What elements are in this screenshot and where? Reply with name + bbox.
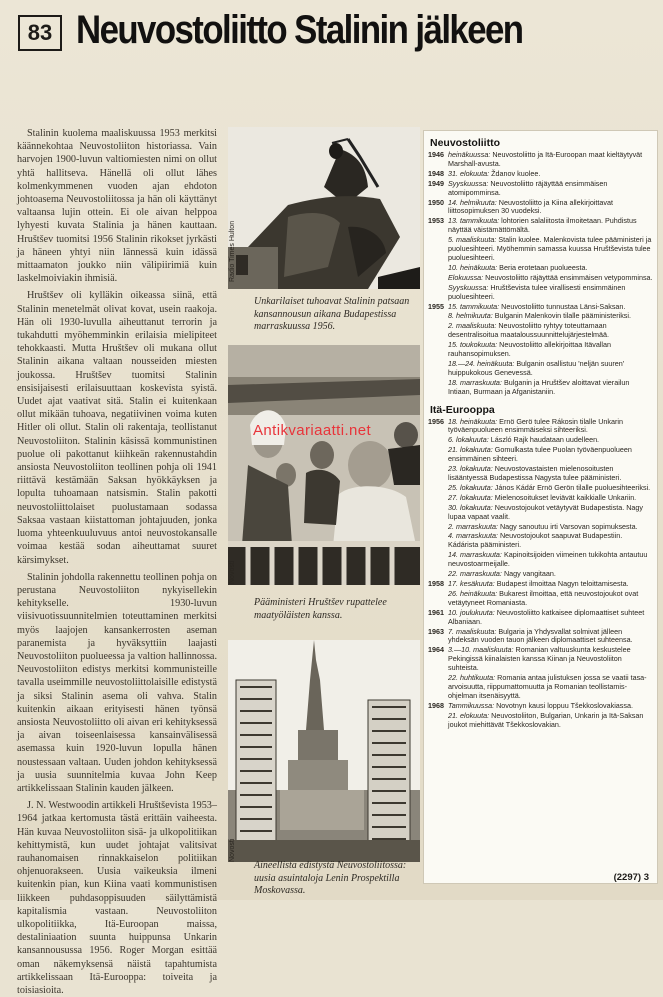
chronology-entry [428, 504, 653, 522]
chronology-date: 22. marraskuuta: [448, 569, 504, 579]
chronology-entry [428, 151, 653, 169]
chronology-text: 2. marraskuuta: Nagy sanoutuu irti Varsovan sopimuksesta. [448, 521, 638, 531]
khrushchev-photo [228, 345, 420, 585]
chronology-text: heinäkuussa: Neuvostoliitto ja Itä-Euroopan maat kieltäytyvät Marshall-avusta. [448, 150, 643, 168]
article-paragraph: Hruštšev oli kylläkin oikeassa siinä, että Stalinin menetelmät olivat kovat, usein raakoja. Hän oli 1930-luvulla aiheuttanut terrorin ja tukahdutti myöhemminkin erilaisia mielipiteet tehokkaasti. Mutta Hruštšev oli mukana ollut Stalinin aikana valtaan nousseiden miesten joukossa. Hruštšev tuomitsi Stalinin ensisijaisesti erilaisuuttaan koskevista syistä. Uudet ajat vaativat sitä. Stalin ei kuitenkaan ollut mikään tuhoava, negatiivinen voima kuten Hitler oli ollut. Stalin oli rakentaja, teollistanut Neuvostoliiton. Stalinin käsissä kommunistinen puolue oli pakottanut kiihkeän rakennustahdin ansiosta Neuvostoliiton teollinen pohja oli 1941 riittävä kestämään Saksan hyökkäyksen ja lopulta tuhoamaan natsismin. Stalin pakotti neuvostoliittolaiset puolustamaan sodassa Saksaa vastaan kiistattoman johtajuuden, jonka luoma yhteenkuuluvuus antoi neuvostokansalle voimaa kestää sodan aiheuttamat suuret kärsimykset. [17, 290, 217, 566]
chronology-year [428, 284, 448, 302]
chronology-text: 18. marraskuuta: Bulganin ja Hruštšev aloittavat vierailun Intiaan, Burmaan ja Afganistaniin. [448, 377, 630, 396]
photo-credit: Novosti [229, 838, 236, 862]
chronology-date: 30. lokakuuta: [448, 502, 495, 512]
chronology-entry [428, 532, 653, 550]
chronology-date: 10. joulukuuta: [448, 607, 497, 617]
chronology-text: 10. heinäkuuta: Beria erotetaan puolueesta. [448, 262, 588, 272]
chronology-date: 2. marraskuuta: [448, 521, 500, 531]
chronology-date: 27. lokakuuta: [448, 492, 495, 502]
chronology-entry [428, 570, 653, 579]
watermark-text: Antikvariaatti.net [253, 422, 372, 439]
chronology-year: 1968 [428, 700, 444, 710]
chronology-text: 18.—24. heinäkuuta: Bulganin osallistuu 'neljän suuren' huippukokous Genevessä. [448, 358, 625, 377]
chronology-entry [428, 590, 653, 608]
chronology-year [428, 274, 448, 283]
chronology-year [428, 446, 448, 464]
chronology-text: Syyskuussa: Neuvostoliitto räjäyttää ensimmäisen atomipomminsa. [448, 178, 608, 197]
chronology-entry [428, 341, 653, 359]
chronology-date: 15. tammikuuta: [448, 301, 502, 311]
chronology-date: 18. heinäkuuta: [448, 416, 500, 426]
chronology-date: 22. huhtikuuta: [448, 673, 498, 683]
chronology-entry [428, 436, 653, 445]
chronology-year [428, 312, 448, 321]
chronology-date: 14. helmikuuta: [448, 197, 499, 207]
chronology-text: Tammikuussa: Novotnyn kausi loppuu Tšekkoslovakiassa. [448, 700, 633, 710]
chronology-date: 31. elokuuta: [448, 168, 492, 178]
chronology-year [428, 264, 448, 273]
photo-caption: Pääministeri Hruštšev rupattelee maatyöläisten kanssa. [254, 597, 387, 621]
chronology-date: 18. marraskuuta: [448, 377, 504, 387]
chronology-entry [428, 465, 653, 483]
chronology-text: 10. joulukuuta: Neuvostoliitto katkaisee diplomaattiset suhteet Albaniaan. [448, 607, 645, 626]
chronology-text: 6. lokakuuta: László Rajk haudataan uudelleen. [448, 435, 600, 445]
chronology-date: Syyskuussa: [448, 178, 491, 188]
chronology-text: 21. lokakuuta: Gomulkasta tulee Puolan työväenpuolueen ensimmäinen sihteeri. [448, 445, 632, 464]
chronology-date: 4. marraskuuta: [448, 531, 500, 541]
photo-caption: Unkarilaiset tuhoavat Stalinin patsaan kansannousun aikana Budapestissa marraskuussa 1956. [254, 296, 410, 332]
chronology-date: 3.—10. maaliskuuta: [448, 645, 516, 655]
chronology-date: Elokuussa: [448, 272, 486, 282]
chronology-year: 1955 [428, 301, 444, 311]
chronology-entry [428, 418, 653, 436]
chronology-date: 21. lokakuuta: [448, 445, 495, 455]
chronology-year: 1953 [428, 216, 444, 226]
chronology-date: 23. lokakuuta: [448, 464, 495, 474]
chronology-entry [428, 551, 653, 569]
chronology-entry [428, 180, 653, 198]
chronology-year: 1961 [428, 607, 444, 617]
chronology-year: 1950 [428, 197, 444, 207]
page-folio: (2297) 3 [613, 872, 649, 883]
chronology-date: 6. lokakuuta: [448, 435, 491, 445]
photo-credit: Novosti [229, 560, 236, 584]
chronology-date: Syyskuussa: [448, 282, 491, 292]
chronology-text: 27. lokakuuta: Mielenosoitukset leviävät kaikkialle Unkariin. [448, 492, 637, 502]
chronology-entry [428, 264, 653, 273]
chronology-year [428, 494, 448, 503]
chronology-entry [428, 170, 653, 179]
chronology-year [428, 465, 448, 483]
chronology-date: 13. tammikuuta: [448, 216, 502, 226]
chronology-text: 15. toukokuuta: Neuvostoliitto allekirjoittaa Itävallan rauhansopimuksen. [448, 340, 612, 359]
chronology-entry [428, 312, 653, 321]
chronology-section-title: Neuvostoliitto [430, 137, 500, 149]
chronology-text: 13. tammikuuta: lohtorien salaliitosta ilmoitetaan. Puhdistus näyttää väistämättömältä. [448, 216, 637, 235]
chronology-text: 26. heinäkuuta: Bukarest ilmoittaa, että neuvostojoukot ovat vetäytyneet Romaniasta. [448, 588, 639, 607]
chronology-date: 18.—24. heinäkuuta: [448, 358, 517, 368]
chronology-year [428, 341, 448, 359]
chronology-text: 30. lokakuuta: Neuvostojoukot vetäytyvät Budapestista. Nagy lupaa vapaat vaalit. [448, 502, 643, 521]
chronology-entry [428, 609, 653, 627]
chronology-entry [428, 523, 653, 532]
chronology-text: 31. elokuuta: Ždanov kuolee. [448, 168, 541, 178]
statue-photo [228, 127, 420, 289]
chronology-year [428, 322, 448, 340]
photo-caption: Aineellista edistystä Neuvostoliitossa: uusia asuintaloja Lenin Prospektilla Moskovassa. [254, 860, 407, 896]
chronology-text: 2. maaliskuuta: Neuvostoliitto ryhtyy toteuttamaan desentralisoitua maataloussuunnittelujärjestelmää. [448, 321, 610, 340]
chronology-date: Tammikuussa: [448, 700, 497, 710]
chronology-year [428, 484, 448, 493]
issue-number-box: 83 [18, 15, 62, 51]
chronology-year: 1949 [428, 178, 444, 188]
chronology-entry [428, 236, 653, 263]
chronology-year: 1963 [428, 626, 444, 636]
chronology-entry [428, 360, 653, 378]
chronology-date: 7. maaliskuuta: [448, 626, 499, 636]
chronology-text: 3.—10. maaliskuuta: Romanian valtuuskunta keskustelee Pekingissä kiinalaisten kanssa Kiinan ja Neuvostoliiton suhteista. [448, 645, 631, 673]
chronology-text: 7. maaliskuuta: Bulgaria ja Yhdysvallat solmivat jälleen yhdeksän vuoden tauon jälkeen diplomaattiset suhteensa. [448, 626, 633, 645]
chronology-text: 14. marraskuuta: Kapinoitsijoiden viimeinen tukikohta antautuu neuvostoarmeijalle. [448, 550, 648, 569]
chronology-text: Elokuussa: Neuvostoliitto räjäyttää ensimmäisen vetypomminsa. [448, 272, 653, 282]
article-paragraph: J. N. Westwoodin artikkeli Hruštševista 1953–1964 jatkaa kertomusta tästä erittäin vaiheesta. Hän kuvaa Neuvostoliiton sisä- ja ulkopolitiikan kehittymistä, kun uudet johtajat valitsivat rauhanomaisen rinnakkaiselon politiikan ohjenuorakseen. Uusia vaikeuksia ilmeni kuitenkin pian, kun Kiina vaati kommunistisen liikkeen puhdasoppisuuden säilyttämistä kapitalismia vastaan. Neuvostoliiton ulkopolitiikka, Itä-Euroopan maissa, destaliniaation suunta huippunsa Unkarin kansannousussa 1956. Roger Morgan esittää oman näkemyksensä näistä tapahtumista artikkelissaan Itä-Eurooppa: toiveita ja toisiasioita. [17, 800, 217, 996]
chronology-year: 1958 [428, 578, 444, 588]
chronology-text: 8. helmikuuta: Bulganin Malenkovin tilalle pääministeriksi. [448, 311, 631, 321]
chronology-entry [428, 303, 653, 312]
chronology-date: 8. helmikuuta: [448, 311, 495, 321]
chronology-entry [428, 217, 653, 235]
chronology-year [428, 236, 448, 263]
chronology-year [428, 712, 448, 730]
chronology-date: heinäkuussa: [448, 150, 493, 159]
article-paragraph: Stalinin kuolema maaliskuussa 1953 merkitsi käännekohtaa Neuvostoliiton historiassa. Vain harvojen 1900-luvun valtiomiesten nimi on ollut yhtä hallitseva. Hänellä oli ollut lähes kolmenkymmenen vuoden ajan ehdoton johtoasema Neuvostoliitossa ja hän oli käyttänyt valtaansa lujin ottein. Ei ole aivan helppoa lyhyesti kuvata Stalinia ja hänen kauttaan. Hruštšev tuomitsi 1956 Stalinin rikokset jyrkästi ja häneen yhtyi niin lännessä kuin idässä mittaamaton joukko niin välipiirimiä kuin laskelmoiviakin ihmisiä. [17, 128, 217, 285]
chronology-text: 25. lokakuuta: János Kádár Ernö Gerön tilalle puoluesihteeriksi. [448, 482, 651, 492]
chronology-date: 25. lokakuuta: [448, 482, 495, 492]
chronology-year [428, 379, 448, 397]
chronology-entry [428, 284, 653, 302]
chronology-section-title: Itä-Eurooppa [430, 403, 495, 416]
chronology-text: 15. tammikuuta: Neuvostoliitto tunnustaa Länsi-Saksan. [448, 301, 626, 311]
chronology-entry [428, 446, 653, 464]
photo-credit: Radio Times Hulton [229, 220, 236, 282]
chronology-date: 5. maaliskuuta: [448, 235, 499, 245]
chronology-text: 17. kesäkuuta: Budapest ilmoittaa Nagyn teloittamisesta. [448, 578, 629, 588]
chronology-entry [428, 712, 653, 730]
chronology-year [428, 570, 448, 579]
chronology-text: 22. marraskuuta: Nagy vangitaan. [448, 569, 556, 579]
chronology-entry [428, 580, 653, 589]
chronology-date: 14. marraskuuta: [448, 550, 504, 560]
chronology-entry [428, 494, 653, 503]
chronology-entry [428, 646, 653, 673]
chronology-entry [428, 484, 653, 493]
chronology-entry [428, 379, 653, 397]
chronology-text: 22. huhtikuuta: Romania antaa julistuksen jossa se vaatii tasa-arvoisuutta, riippumattomuutta ja Romanian teollistamis-ohjelman itsenäisyyttä. [448, 673, 647, 700]
chronology-text: 4. marraskuuta: Neuvostojoukot saapuvat Budapestiin. Kádárista pääministeri. [448, 531, 623, 550]
chronology-year: 1948 [428, 168, 444, 178]
chronology-year [428, 551, 448, 569]
chronology-date: 26. heinäkuuta: [448, 588, 500, 598]
chronology-date: 21. elokuuta: [448, 710, 492, 720]
chronology-year: 1956 [428, 416, 444, 426]
chronology-box [423, 130, 658, 884]
chronology-text: Syyskuussa: Hruštševista tulee virallisesti ensimmäinen puoluesihteeri. [448, 282, 626, 301]
chronology-year [428, 360, 448, 378]
moscow-photo [228, 640, 420, 862]
chronology-text: 23. lokakuuta: Neuvostovastaisten mielenosoitusten lisääntyessä Budapestissa Nagysta tulee pääministeri. [448, 464, 622, 482]
chronology-year: 1946 [428, 150, 444, 159]
chronology-entry [428, 322, 653, 340]
chronology-entry [428, 702, 653, 711]
chronology-entry [428, 628, 653, 646]
chronology-year [428, 532, 448, 550]
chronology-entry [428, 199, 653, 217]
article-body [17, 127, 217, 996]
chronology-year [428, 436, 448, 445]
chronology-text: 5. maaliskuuta: Stalin kuolee. Malenkovista tulee pääministeri ja puoluesihteeri. Myöhemmin samassa kuussa Hruštševista tulee puoluesihteeri. [448, 235, 652, 262]
chronology-year [428, 590, 448, 608]
chronology-year [428, 504, 448, 522]
chronology-year: 1964 [428, 645, 444, 655]
chronology-entry [428, 274, 653, 283]
chronology-date: 2. maaliskuuta: [448, 321, 499, 331]
chronology-date: 10. heinäkuuta: [448, 262, 500, 272]
chronology-text: 18. heinäkuuta: Ernö Gerö tulee Rákosin tilalle Unkarin työväenpuolueen ensimmäiseksi sihteeriksi. [448, 416, 624, 435]
chronology-date: 15. toukokuuta: [448, 340, 500, 350]
article-paragraph: Stalinin johdolla rakennettu teollinen pohja on perustana Neuvostoliiton nykyisellekin kehitykselle. 1930-luvun viisivuotissuunnitelmien toteuttaminen merkitsi myös laajojen kansankerrosten aseman paranemista ja hyväksyttiin laajasti Neuvostoliiton puolueessa ja valtion hallinnossa. Neuvostoliiton edistys merkitsi kommunisteille tavalla useimmille neuvostoliittolaisille edistystä ja siksi Stalinin asema oli vahva. Stalin kuitenkin aikaan erityisesti hänen työnsä ansiosta Neuvostoliitto oli aivan eri kehityksessä ja aivan toiseenlaisessa kansainvälisessä asemassa kuin 1920-luvun lopulla hänen noustessaan valtaan. Uuden johdon kehityksessä ja uusia suunnitelmia kuvaa John Keep artikkelissaan Stalinin kauden jälkeen. [17, 571, 217, 794]
chronology-year [428, 523, 448, 532]
chronology-year [428, 674, 448, 701]
chronology-text: 14. helmikuuta: Neuvostoliitto ja Kiina allekirjoittavat liittosopimuksen 30 vuodeksi. [448, 197, 614, 216]
page-title: Neuvostoliitto Stalinin jälkeen [76, 8, 523, 52]
chronology-date: 17. kesäkuuta: [448, 578, 497, 588]
chronology-entry [428, 674, 653, 701]
chronology-text: 21. elokuuta: Neuvostoliiton, Bulgarian, Unkarin ja Itä-Saksan joukot miehittävät Tšekkoslovakian. [448, 710, 644, 729]
